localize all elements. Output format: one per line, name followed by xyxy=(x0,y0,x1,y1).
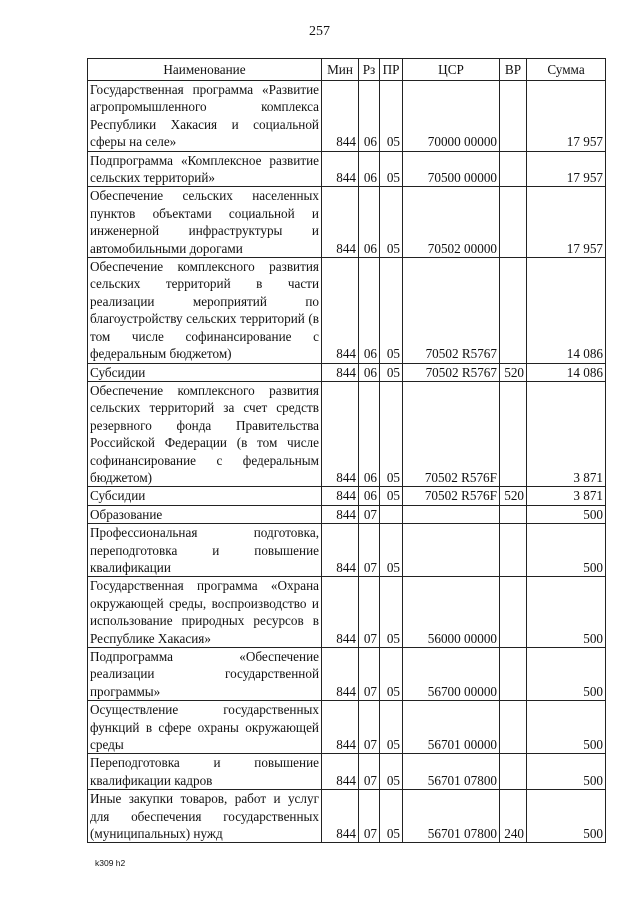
footer-code: k309 h2 xyxy=(95,858,126,868)
cell-vr xyxy=(500,754,527,790)
cell-sum: 3 871 xyxy=(527,487,606,505)
table-row xyxy=(88,363,606,381)
cell-rz: 06 xyxy=(359,363,380,381)
table-row xyxy=(88,187,606,258)
cell-rz: 07 xyxy=(359,754,380,790)
table-row xyxy=(88,524,606,577)
cell-vr xyxy=(500,505,527,523)
cell-min: 844 xyxy=(322,524,359,577)
cell-sum: 500 xyxy=(527,505,606,523)
cell-rz: 06 xyxy=(359,81,380,152)
cell-csr: 70502 R5767 xyxy=(403,363,500,381)
cell-csr: 56701 07800 xyxy=(403,790,500,843)
cell-pr: 05 xyxy=(380,363,403,381)
table-row xyxy=(88,81,606,152)
cell-name: Подпрограмма «Обеспечение реализации государственной программы» xyxy=(88,648,322,701)
cell-vr: 520 xyxy=(500,487,527,505)
cell-csr: 56700 00000 xyxy=(403,648,500,701)
cell-rz: 06 xyxy=(359,187,380,258)
page-number: 257 xyxy=(309,24,330,39)
cell-rz: 06 xyxy=(359,381,380,486)
cell-min: 844 xyxy=(322,487,359,505)
cell-name: Осуществление государственных функций в сфере охраны окружающей среды xyxy=(88,701,322,754)
cell-min: 844 xyxy=(322,648,359,701)
cell-pr: 05 xyxy=(380,81,403,152)
cell-name: Государственная программа «Развитие агропромышленного комплекса Республики Хакасия и социальной сферы на селе» xyxy=(88,81,322,152)
cell-csr: 70502 R5767 xyxy=(403,258,500,363)
cell-vr xyxy=(500,701,527,754)
cell-pr: 05 xyxy=(380,381,403,486)
cell-csr xyxy=(403,524,500,577)
cell-sum: 3 871 xyxy=(527,381,606,486)
table-row xyxy=(88,648,606,701)
cell-rz: 06 xyxy=(359,258,380,363)
cell-vr xyxy=(500,381,527,486)
cell-pr: 05 xyxy=(380,187,403,258)
cell-name: Подпрограмма «Комплексное развитие сельских территорий» xyxy=(88,151,322,187)
cell-sum: 17 957 xyxy=(527,81,606,152)
cell-sum: 500 xyxy=(527,577,606,648)
cell-sum: 500 xyxy=(527,648,606,701)
cell-csr: 70500 00000 xyxy=(403,151,500,187)
cell-sum: 500 xyxy=(527,754,606,790)
table-row xyxy=(88,577,606,648)
cell-pr: 05 xyxy=(380,790,403,843)
table-row xyxy=(88,790,606,843)
cell-min: 844 xyxy=(322,577,359,648)
cell-csr: 70502 R576F xyxy=(403,487,500,505)
cell-pr: 05 xyxy=(380,151,403,187)
cell-min: 844 xyxy=(322,754,359,790)
cell-name: Обеспечение комплексного развития сельских территорий за счет средств резервного фонда Правительства Российской Федерации (в том числе софинансирование с федеральным бюджетом) xyxy=(88,381,322,486)
cell-sum: 500 xyxy=(527,790,606,843)
cell-rz: 07 xyxy=(359,577,380,648)
table-row xyxy=(88,754,606,790)
cell-csr: 70000 00000 xyxy=(403,81,500,152)
cell-min: 844 xyxy=(322,790,359,843)
cell-vr xyxy=(500,648,527,701)
cell-name: Государственная программа «Охрана окружающей среды, воспроизводство и использование природных ресурсов в Республике Хакасия» xyxy=(88,577,322,648)
budget-table xyxy=(87,58,606,843)
cell-sum: 500 xyxy=(527,701,606,754)
table-row xyxy=(88,487,606,505)
cell-rz: 07 xyxy=(359,524,380,577)
table-row xyxy=(88,505,606,523)
table-row xyxy=(88,151,606,187)
cell-min: 844 xyxy=(322,151,359,187)
column-header-rz: Рз xyxy=(359,59,380,81)
cell-csr: 70502 R576F xyxy=(403,381,500,486)
cell-name: Обеспечение комплексного развития сельских территорий в части реализации мероприятий по благоустройству сельских территорий (в том числе софинансирование с федеральным бюджетом) xyxy=(88,258,322,363)
cell-vr: 240 xyxy=(500,790,527,843)
cell-csr xyxy=(403,505,500,523)
cell-sum: 14 086 xyxy=(527,363,606,381)
column-header-sum: Сумма xyxy=(527,59,606,81)
cell-pr: 05 xyxy=(380,648,403,701)
cell-min: 844 xyxy=(322,701,359,754)
cell-name: Образование xyxy=(88,505,322,523)
cell-sum: 17 957 xyxy=(527,187,606,258)
cell-sum: 500 xyxy=(527,524,606,577)
cell-rz: 07 xyxy=(359,790,380,843)
cell-rz: 07 xyxy=(359,701,380,754)
column-header-csr: ЦСР xyxy=(403,59,500,81)
cell-vr: 520 xyxy=(500,363,527,381)
cell-name: Переподготовка и повышение квалификации кадров xyxy=(88,754,322,790)
table-header-row xyxy=(88,59,606,81)
cell-name: Иные закупки товаров, работ и услуг для обеспечения государственных (муниципальных) нужд xyxy=(88,790,322,843)
cell-sum: 14 086 xyxy=(527,258,606,363)
cell-pr: 05 xyxy=(380,487,403,505)
column-header-min: Мин xyxy=(322,59,359,81)
cell-csr: 56000 00000 xyxy=(403,577,500,648)
cell-min: 844 xyxy=(322,381,359,486)
table-row xyxy=(88,701,606,754)
cell-vr xyxy=(500,577,527,648)
cell-pr: 05 xyxy=(380,577,403,648)
column-header-name: Наименование xyxy=(88,59,322,81)
cell-min: 844 xyxy=(322,258,359,363)
table-row xyxy=(88,258,606,363)
cell-rz: 06 xyxy=(359,151,380,187)
cell-min: 844 xyxy=(322,505,359,523)
cell-vr xyxy=(500,524,527,577)
cell-pr xyxy=(380,505,403,523)
cell-vr xyxy=(500,151,527,187)
cell-name: Обеспечение сельских населенных пунктов объектами социальной и инженерной инфраструктуры и автомобильными дорогами xyxy=(88,187,322,258)
cell-rz: 07 xyxy=(359,648,380,701)
cell-pr: 05 xyxy=(380,258,403,363)
cell-csr: 56701 00000 xyxy=(403,701,500,754)
cell-min: 844 xyxy=(322,363,359,381)
cell-name: Субсидии xyxy=(88,363,322,381)
cell-min: 844 xyxy=(322,81,359,152)
column-header-pr: ПР xyxy=(380,59,403,81)
table-row xyxy=(88,381,606,486)
cell-csr: 56701 07800 xyxy=(403,754,500,790)
cell-rz: 06 xyxy=(359,487,380,505)
cell-vr xyxy=(500,81,527,152)
cell-vr xyxy=(500,187,527,258)
cell-name: Профессиональная подготовка, переподготовка и повышение квалификации xyxy=(88,524,322,577)
cell-pr: 05 xyxy=(380,701,403,754)
column-header-vr: ВР xyxy=(500,59,527,81)
cell-name: Субсидии xyxy=(88,487,322,505)
cell-pr: 05 xyxy=(380,524,403,577)
table-body xyxy=(88,81,606,843)
cell-rz: 07 xyxy=(359,505,380,523)
cell-csr: 70502 00000 xyxy=(403,187,500,258)
cell-min: 844 xyxy=(322,187,359,258)
cell-sum: 17 957 xyxy=(527,151,606,187)
cell-pr: 05 xyxy=(380,754,403,790)
cell-vr xyxy=(500,258,527,363)
